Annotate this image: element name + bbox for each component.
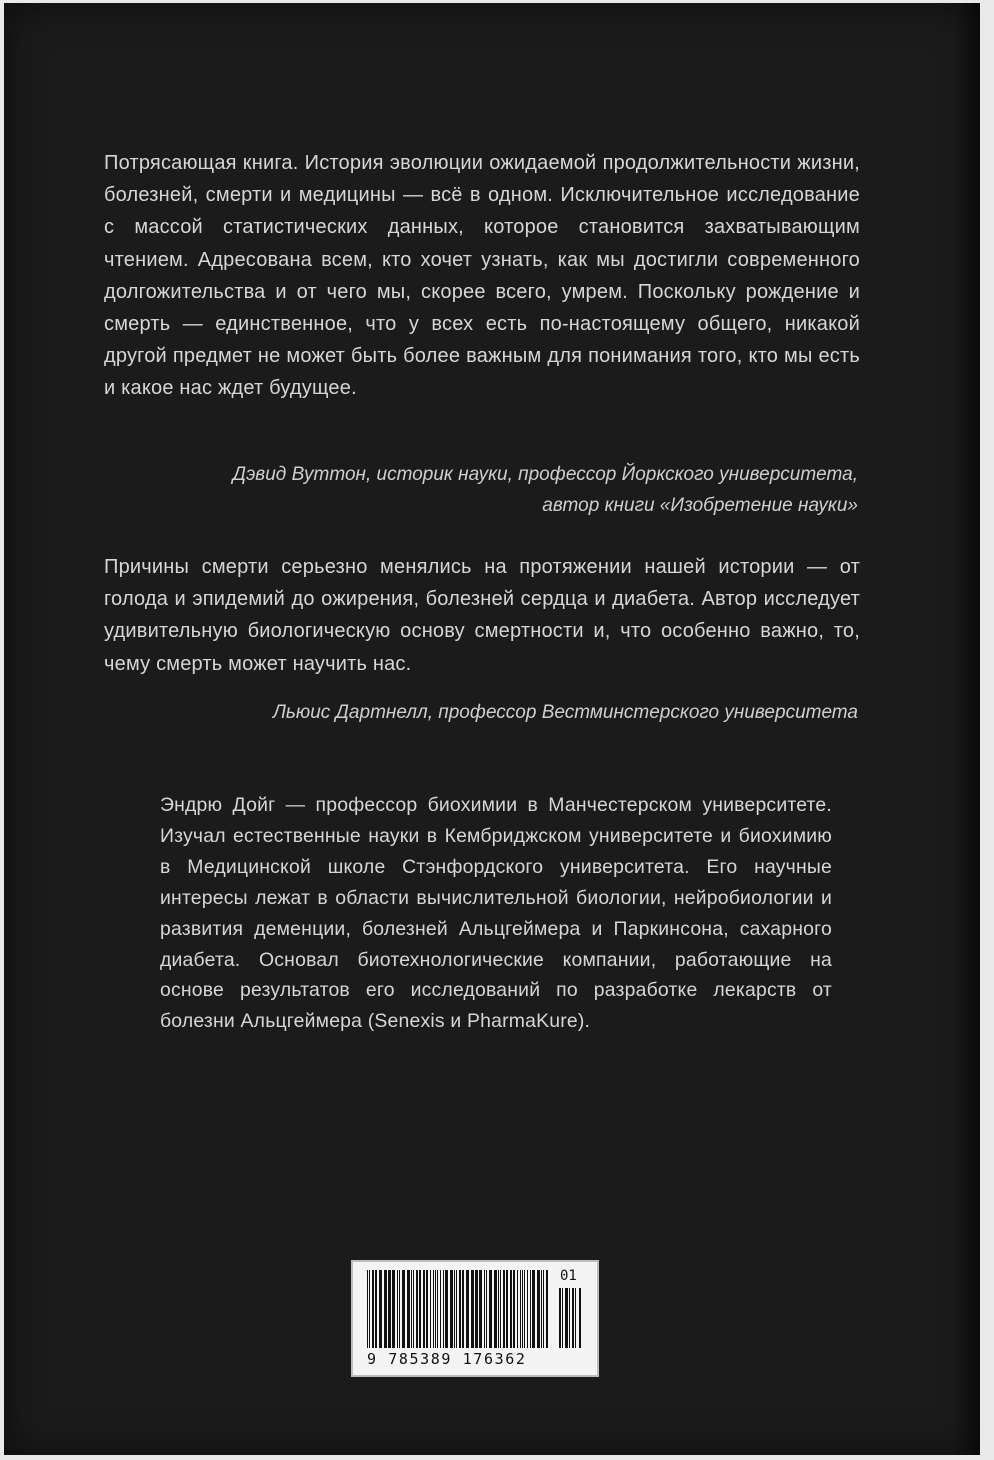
review-quote-1: Потрясающая книга. История эволюции ожидаемой продолжительности жизни, болезней, смерти и медицины — всё в одном. Исключительное исследование с массой статистических данных, которое становится захватывающим чтением. Адресована всем, кто хочет узнать, как мы достигли современного долгожительства и от чего мы, скорее всего, умрем. Поскольку рождение и смерть — единственное, что у всех есть по-настоящему общего, никакой другой предмет не может быть более важным для понимания того, кто мы есть и какое нас ждет будущее. [104, 152, 860, 400]
book-back-cover [4, 3, 980, 1455]
attribution-1-line-1: Дэвид Вуттон, историк науки, профессор Йоркского университета, [232, 464, 858, 485]
barcode-bar [537, 1270, 540, 1348]
barcode-bar [388, 1270, 391, 1348]
barcode-bar [513, 1270, 515, 1348]
barcode-bar [541, 1270, 542, 1348]
barcode-addon-bar [565, 1288, 568, 1348]
barcode-bar [437, 1270, 438, 1348]
barcode-addon-bar [569, 1288, 570, 1348]
barcode-bar [384, 1270, 387, 1348]
barcode-bar [379, 1270, 382, 1348]
barcode-bar [392, 1270, 395, 1348]
barcode-bar [484, 1270, 485, 1348]
review-attribution-1 [98, 459, 858, 521]
barcode-bar [500, 1270, 501, 1348]
barcode-bar [454, 1270, 455, 1348]
barcode-digits: 9 785389 176362 [367, 1350, 527, 1368]
barcode-bar [450, 1270, 453, 1348]
barcode-bar [440, 1270, 441, 1348]
barcode-bar [413, 1270, 414, 1348]
barcode-addon-bar [572, 1288, 574, 1348]
barcode-bar [530, 1270, 531, 1348]
barcode-bar [423, 1270, 425, 1348]
barcode-bar [402, 1270, 405, 1348]
barcode-bar [397, 1270, 398, 1348]
barcode-addon-digits: 01 [560, 1268, 577, 1284]
review-quote-2: Причины смерти серьезно менялись на протяжении нашей истории — от голода и эпидемий до ожирения, болезней сердца и диабета. Автор исследует удивительную биологическую основу смертности и, что особенно важно, то, чему смерть может научить нас. [104, 556, 860, 675]
barcode-bar [524, 1270, 525, 1348]
barcode-bar [367, 1270, 368, 1348]
barcode-bar [506, 1270, 508, 1348]
barcode-bar [466, 1270, 469, 1348]
barcode-bar [433, 1270, 434, 1348]
barcode-bar [419, 1270, 421, 1348]
barcode-bar [532, 1270, 535, 1348]
review-attribution-2 [98, 697, 858, 728]
barcode-bar [543, 1270, 544, 1348]
barcode-addon-bar [562, 1288, 563, 1348]
spine-shadow [954, 3, 980, 1455]
barcode-bar [445, 1270, 448, 1348]
barcode-addon-bar [559, 1288, 561, 1348]
barcode-bar [407, 1270, 410, 1348]
barcode-bar [510, 1270, 512, 1348]
barcode-bar [486, 1270, 487, 1348]
barcode-bar [527, 1270, 528, 1348]
barcode-bar [475, 1270, 478, 1348]
barcode-bar [411, 1270, 412, 1348]
barcode-bar [546, 1270, 548, 1348]
barcode-bar [416, 1270, 418, 1348]
barcode-bar [443, 1270, 444, 1348]
barcode-bar [372, 1270, 374, 1348]
barcode-bar [494, 1270, 497, 1348]
isbn-barcode [351, 1260, 599, 1377]
barcode-bar [369, 1270, 370, 1348]
barcode-bar [503, 1270, 505, 1348]
barcode-bar [471, 1270, 474, 1348]
barcode-bar [462, 1270, 464, 1348]
barcode-bar [517, 1270, 518, 1348]
barcode-bar [489, 1270, 492, 1348]
barcode-bar [459, 1270, 461, 1348]
barcode-addon-bar [579, 1288, 581, 1348]
barcode-bar [430, 1270, 431, 1348]
author-bio: Эндрю Дойг — профессор биохимии в Манчестерском университете. Изучал естественные науки в Кембриджском университете и биохимию в Медицинской школе Стэнфордского университета. Его научные интересы лежат в области вычислительной биологии, нейробиологии и развития деменции, болезней Альцгеймера и Паркинсона, сахарного диабета. Основал биотехнологические компании, работающие на основе результатов его исследований по разработке лекарств от болезни Альцгеймера (Senexis и PharmaKure). [160, 794, 832, 1033]
barcode-bar [399, 1270, 400, 1348]
barcode-bar [435, 1270, 436, 1348]
attribution-1-line-2: автор книги «Изобретение науки» [542, 495, 858, 516]
barcode-bar [426, 1270, 428, 1348]
barcode-bar [375, 1270, 377, 1348]
barcode-bar [520, 1270, 521, 1348]
barcode-bar [522, 1270, 523, 1348]
barcode-bar [479, 1270, 482, 1348]
attribution-2-line: Льюис Дартнелл, профессор Вестминстерского университета [272, 702, 858, 723]
barcode-bar [456, 1270, 457, 1348]
barcode-addon-bar [575, 1288, 576, 1348]
barcode-bar [498, 1270, 499, 1348]
